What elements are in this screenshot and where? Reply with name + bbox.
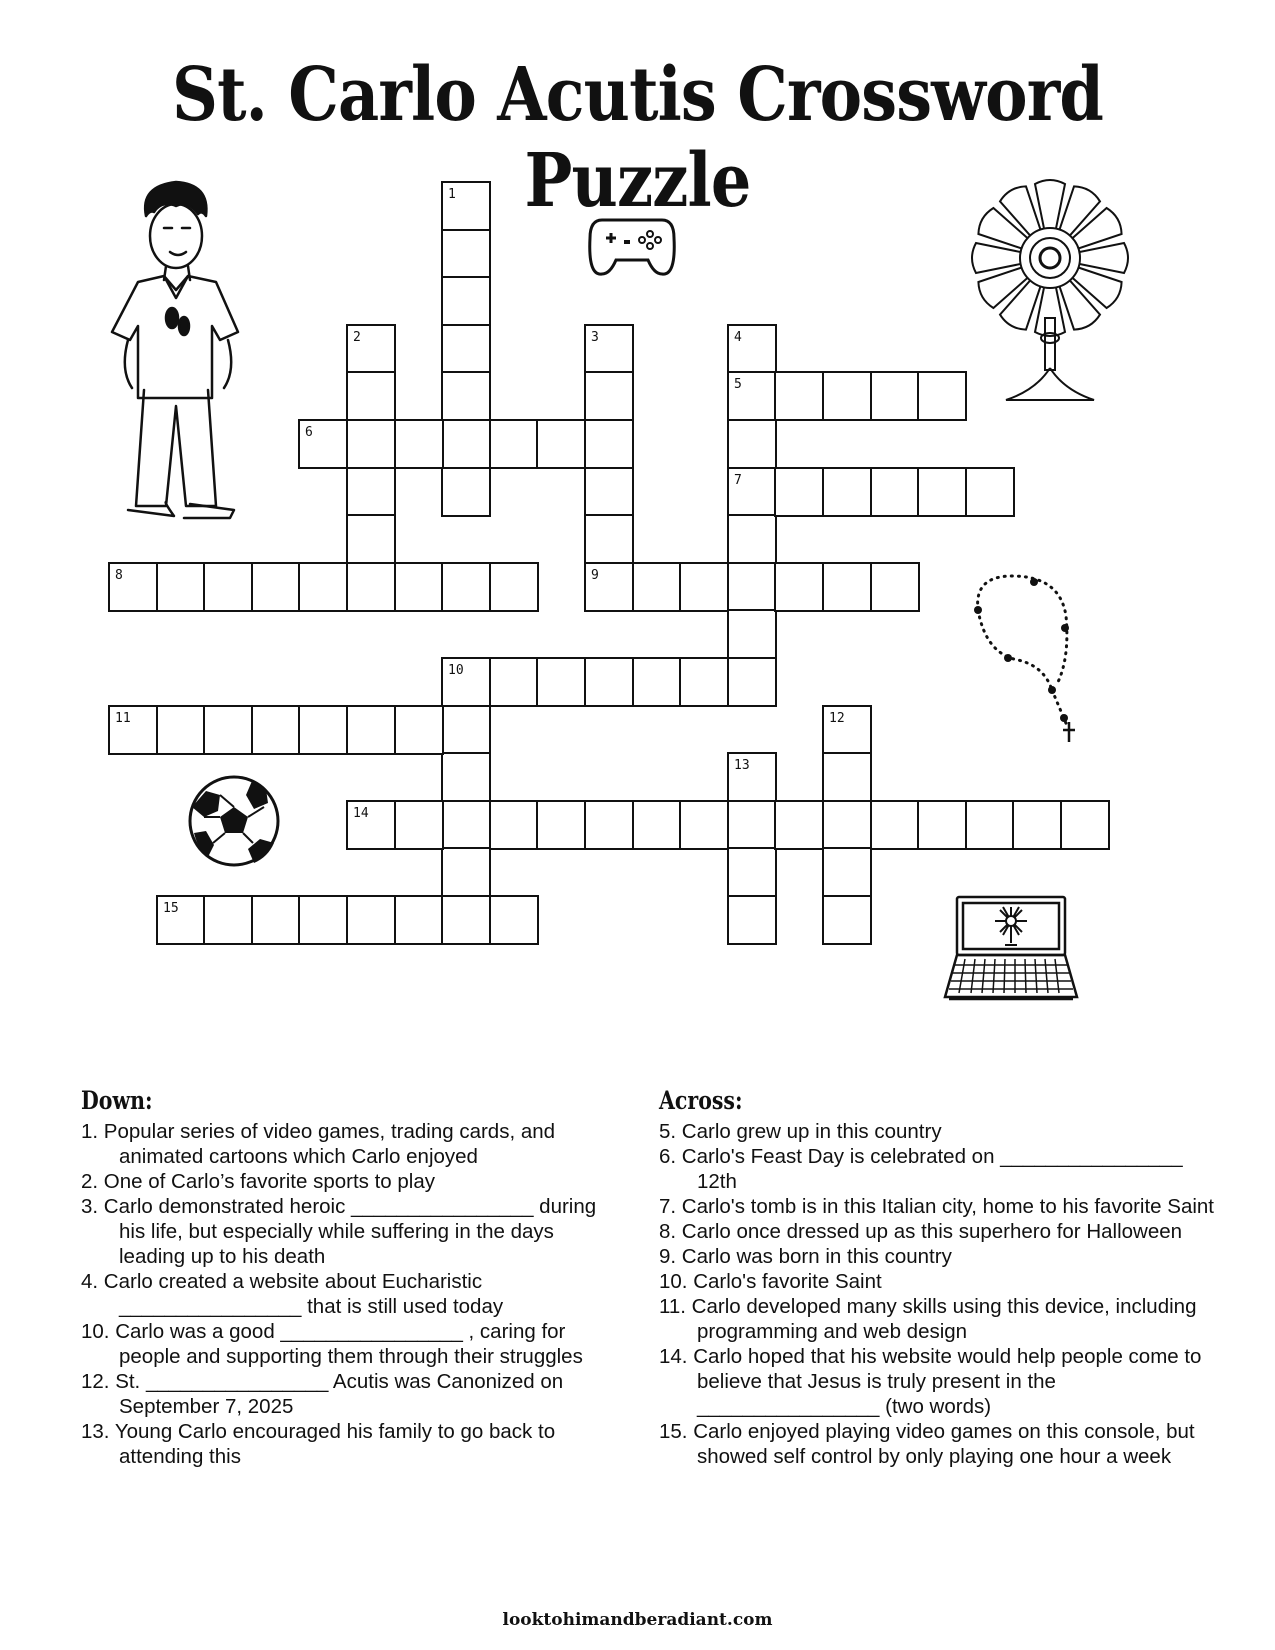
grid-cell[interactable] bbox=[727, 847, 777, 897]
grid-cell[interactable] bbox=[822, 705, 872, 755]
grid-cell[interactable] bbox=[298, 419, 348, 469]
grid-cell[interactable] bbox=[870, 800, 920, 850]
grid-cell[interactable] bbox=[441, 419, 491, 469]
grid-cell[interactable] bbox=[394, 419, 444, 469]
grid-cell[interactable] bbox=[108, 562, 158, 612]
grid-cell[interactable] bbox=[917, 800, 967, 850]
clue-number: 10 bbox=[448, 663, 464, 678]
grid-cell[interactable] bbox=[632, 562, 682, 612]
grid-cell[interactable] bbox=[156, 705, 206, 755]
grid-cell[interactable] bbox=[870, 562, 920, 612]
across-clue-15: 15. Carlo enjoyed playing video games on this console, but showed self control by only playing one hour a week bbox=[659, 1420, 1195, 1468]
grid-cell[interactable] bbox=[584, 467, 634, 517]
grid-cell[interactable] bbox=[822, 467, 872, 517]
grid-cell[interactable] bbox=[203, 705, 253, 755]
grid-cell[interactable] bbox=[489, 419, 539, 469]
rosary-icon bbox=[968, 570, 1078, 750]
grid-cell[interactable] bbox=[251, 895, 301, 945]
down-clue-10: 10. Carlo was a good ________________ , caring for people and supporting them through their struggles bbox=[81, 1320, 583, 1368]
grid-cell[interactable] bbox=[536, 419, 586, 469]
across-clue-10: 10. Carlo's favorite Saint bbox=[659, 1270, 882, 1293]
grid-cell[interactable] bbox=[298, 895, 348, 945]
across-heading: Across: bbox=[659, 1086, 743, 1115]
clue-number: 4 bbox=[734, 330, 742, 345]
grid-cell[interactable] bbox=[441, 181, 491, 231]
grid-cell[interactable] bbox=[727, 562, 777, 612]
down-clue-2: 2. One of Carlo’s favorite sports to play bbox=[81, 1170, 435, 1193]
grid-cell[interactable] bbox=[822, 562, 872, 612]
grid-cell[interactable] bbox=[346, 562, 396, 612]
clue-number: 12 bbox=[829, 711, 845, 726]
clue-number: 15 bbox=[163, 901, 179, 916]
grid-cell[interactable] bbox=[346, 514, 396, 564]
clue-number: 2 bbox=[353, 330, 361, 345]
grid-cell[interactable] bbox=[727, 609, 777, 659]
grid-cell[interactable] bbox=[1060, 800, 1110, 850]
laptop-icon bbox=[943, 893, 1079, 1005]
grid-cell[interactable] bbox=[584, 324, 634, 374]
across-clue-7: 7. Carlo's tomb is in this Italian city, home to his favorite Saint bbox=[659, 1195, 1214, 1218]
down-clues bbox=[81, 1088, 601, 1469]
grid-cell[interactable] bbox=[632, 800, 682, 850]
grid-cell[interactable] bbox=[870, 371, 920, 421]
grid-cell[interactable] bbox=[346, 895, 396, 945]
grid-cell[interactable] bbox=[727, 800, 777, 850]
grid-cell[interactable] bbox=[489, 562, 539, 612]
grid-cell[interactable] bbox=[584, 800, 634, 850]
grid-cell[interactable] bbox=[441, 752, 491, 802]
game-controller-icon bbox=[588, 212, 676, 278]
page-title: St. Carlo Acutis Crossword Puzzle bbox=[171, 52, 1104, 224]
grid-cell[interactable] bbox=[679, 562, 729, 612]
grid-cell[interactable] bbox=[727, 371, 777, 421]
grid-cell[interactable] bbox=[346, 800, 396, 850]
grid-cell[interactable] bbox=[822, 752, 872, 802]
grid-cell[interactable] bbox=[584, 562, 634, 612]
clue-number: 6 bbox=[305, 425, 313, 440]
grid-cell[interactable] bbox=[632, 657, 682, 707]
grid-cell[interactable] bbox=[774, 371, 824, 421]
grid-cell[interactable] bbox=[441, 657, 491, 707]
grid-cell[interactable] bbox=[346, 705, 396, 755]
grid-cell[interactable] bbox=[822, 895, 872, 945]
grid-cell[interactable] bbox=[346, 324, 396, 374]
grid-cell[interactable] bbox=[727, 419, 777, 469]
clue-number: 9 bbox=[591, 568, 599, 583]
grid-cell[interactable] bbox=[1012, 800, 1062, 850]
grid-cell[interactable] bbox=[870, 467, 920, 517]
grid-cell[interactable] bbox=[298, 705, 348, 755]
grid-cell[interactable] bbox=[965, 800, 1015, 850]
grid-cell[interactable] bbox=[822, 847, 872, 897]
grid-cell[interactable] bbox=[441, 229, 491, 279]
website-footer: looktohimandberadiant.com bbox=[502, 1610, 773, 1630]
grid-cell[interactable] bbox=[346, 419, 396, 469]
grid-cell[interactable] bbox=[346, 371, 396, 421]
grid-cell[interactable] bbox=[917, 467, 967, 517]
clue-number: 11 bbox=[115, 711, 131, 726]
grid-cell[interactable] bbox=[394, 562, 444, 612]
grid-cell[interactable] bbox=[584, 371, 634, 421]
clue-number: 1 bbox=[448, 187, 456, 202]
grid-cell[interactable] bbox=[727, 895, 777, 945]
grid-cell[interactable] bbox=[917, 371, 967, 421]
grid-cell[interactable] bbox=[584, 657, 634, 707]
grid-cell[interactable] bbox=[441, 467, 491, 517]
across-clue-8: 8. Carlo once dressed up as this superhero for Halloween bbox=[659, 1220, 1183, 1243]
grid-cell[interactable] bbox=[727, 752, 777, 802]
grid-cell[interactable] bbox=[584, 514, 634, 564]
grid-cell[interactable] bbox=[584, 419, 634, 469]
down-clue-4: 4. Carlo created a website about Eucharistic ________________ that is still used today bbox=[81, 1270, 504, 1318]
across-clue-9: 9. Carlo was born in this country bbox=[659, 1245, 952, 1268]
clue-number: 3 bbox=[591, 330, 599, 345]
grid-cell[interactable] bbox=[441, 276, 491, 326]
grid-cell[interactable] bbox=[251, 562, 301, 612]
grid-cell[interactable] bbox=[727, 467, 777, 517]
down-clue-13: 13. Young Carlo encouraged his family to go back to attending this bbox=[81, 1420, 556, 1468]
across-clue-11: 11. Carlo developed many skills using this device, including programming and web design bbox=[659, 1295, 1197, 1343]
grid-cell[interactable] bbox=[727, 514, 777, 564]
grid-cell[interactable] bbox=[489, 895, 539, 945]
grid-cell[interactable] bbox=[489, 800, 539, 850]
grid-cell[interactable] bbox=[489, 657, 539, 707]
grid-cell[interactable] bbox=[774, 467, 824, 517]
grid-cell[interactable] bbox=[774, 562, 824, 612]
grid-cell[interactable] bbox=[536, 657, 586, 707]
clue-number: 5 bbox=[734, 377, 742, 392]
grid-cell[interactable] bbox=[108, 705, 158, 755]
grid-cell[interactable] bbox=[536, 800, 586, 850]
grid-cell[interactable] bbox=[774, 800, 824, 850]
grid-cell[interactable] bbox=[822, 371, 872, 421]
grid-cell[interactable] bbox=[251, 705, 301, 755]
grid-cell[interactable] bbox=[441, 324, 491, 374]
grid-cell[interactable] bbox=[441, 847, 491, 897]
monstrance-icon bbox=[975, 178, 1125, 408]
clue-number: 8 bbox=[115, 568, 123, 583]
clue-number: 14 bbox=[353, 806, 369, 821]
grid-cell[interactable] bbox=[203, 562, 253, 612]
grid-cell[interactable] bbox=[727, 324, 777, 374]
grid-cell[interactable] bbox=[346, 467, 396, 517]
grid-cell[interactable] bbox=[441, 562, 491, 612]
across-clues bbox=[659, 1088, 1219, 1469]
grid-cell[interactable] bbox=[156, 895, 206, 945]
grid-cell[interactable] bbox=[441, 800, 491, 850]
grid-cell[interactable] bbox=[394, 800, 444, 850]
grid-cell[interactable] bbox=[203, 895, 253, 945]
grid-cell[interactable] bbox=[441, 371, 491, 421]
grid-cell[interactable] bbox=[394, 705, 444, 755]
down-heading: Down: bbox=[81, 1086, 153, 1115]
grid-cell[interactable] bbox=[441, 895, 491, 945]
grid-cell[interactable] bbox=[679, 657, 729, 707]
across-clue-6: 6. Carlo's Feast Day is celebrated on ________________ 12th bbox=[659, 1145, 1183, 1193]
soccer-ball-icon bbox=[186, 773, 282, 869]
boy-figure bbox=[108, 178, 248, 538]
grid-cell[interactable] bbox=[965, 467, 1015, 517]
down-clue-1: 1. Popular series of video games, trading cards, and animated cartoons which Carlo enjoyed bbox=[81, 1120, 556, 1168]
grid-cell[interactable] bbox=[727, 657, 777, 707]
grid-cell[interactable] bbox=[822, 800, 872, 850]
grid-cell[interactable] bbox=[679, 800, 729, 850]
across-clue-14: 14. Carlo hoped that his website would help people come to believe that Jesus is truly present in the ________________ (two words) bbox=[659, 1345, 1202, 1418]
down-clue-3: 3. Carlo demonstrated heroic ________________ during his life, but especially while suffering in the days leading up to his death bbox=[81, 1195, 597, 1268]
clue-number: 13 bbox=[734, 758, 750, 773]
clue-number: 7 bbox=[734, 473, 742, 488]
grid-cell[interactable] bbox=[394, 895, 444, 945]
across-clue-5: 5. Carlo grew up in this country bbox=[659, 1120, 942, 1143]
grid-cell[interactable] bbox=[441, 705, 491, 755]
down-clue-12: 12. St. ________________ Acutis was Canonized on September 7, 2025 bbox=[81, 1370, 564, 1418]
grid-cell[interactable] bbox=[156, 562, 206, 612]
grid-cell[interactable] bbox=[298, 562, 348, 612]
